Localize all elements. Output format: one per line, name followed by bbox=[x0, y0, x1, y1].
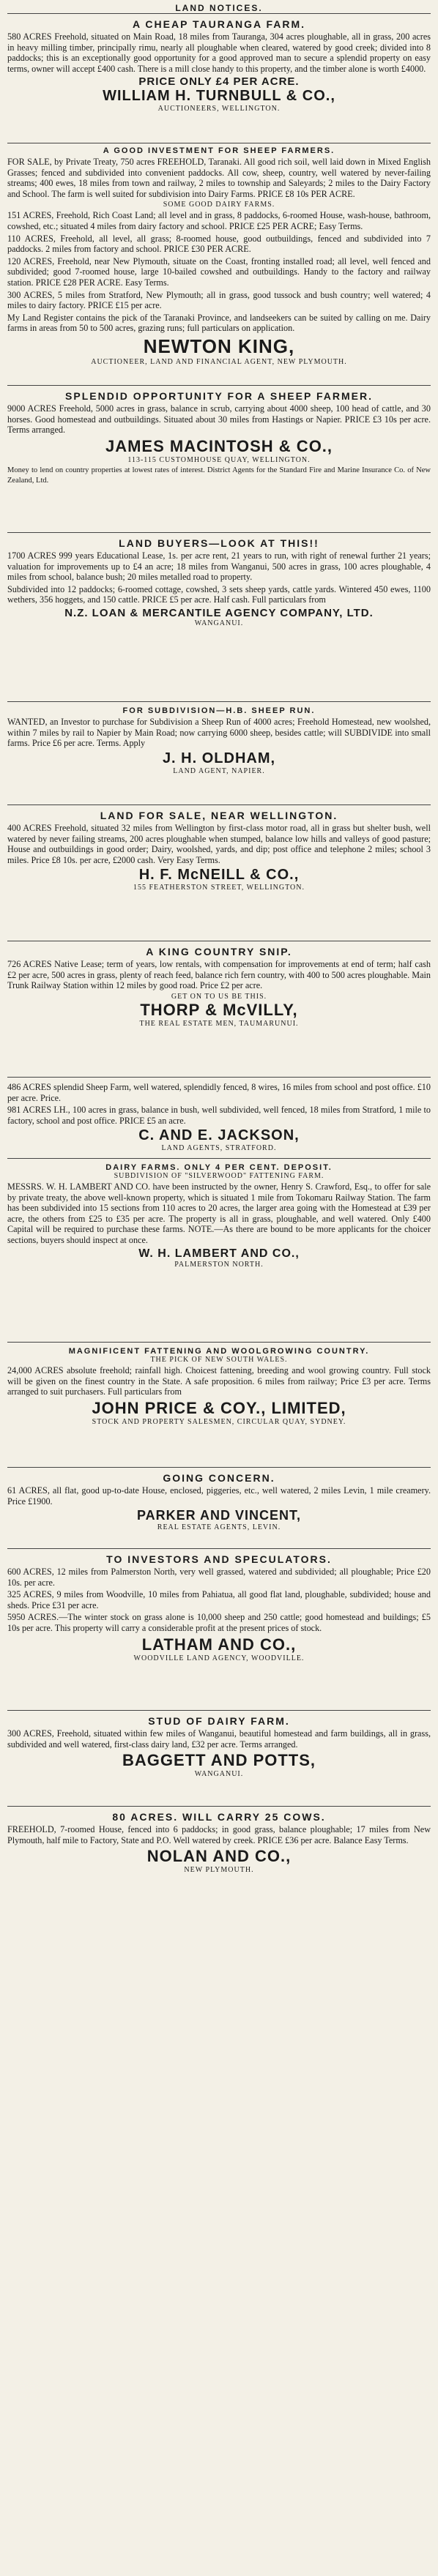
agent-address: 113-115 CUSTOMHOUSE QUAY, WELLINGTON. bbox=[127, 455, 311, 464]
ad-note: My Land Register contains the pick of the Taranaki Province, and landseekers can be suited by calling on me. Dairy farms in areas from 50 to 500 acres, grazing runs; full particulars on application. bbox=[7, 312, 431, 334]
ad-body: 981 ACRES LH., 100 acres in grass, balance in bush, well subdivided, well fenced, 18 miles from Stratford, 1 mile to factory, school and post office. PRICE £5 an acre. bbox=[7, 1105, 431, 1126]
ad-near-wellington bbox=[7, 805, 431, 941]
ad-body: 9000 ACRES Freehold, 5000 acres in grass, balance in scrub, carrying about 4000 sheep, 100 head of cattle, and 30 horses. Good homestead and outbuildings. Situated about 30 miles from Hastings or Napier. PRICE £3 10s per acre. Terms arranged. bbox=[7, 403, 431, 436]
ad-nsw-country bbox=[7, 1343, 431, 1467]
ad-sheep-farmer bbox=[7, 386, 431, 532]
ad-subheading: SUBDIVISION OF "SILVERWOOD" FATTENING FARM. bbox=[114, 1172, 324, 1180]
ad-silverwood bbox=[7, 1159, 431, 1342]
agent-name: WILLIAM H. TURNBULL & CO., bbox=[103, 88, 335, 105]
ad-heading: A GOOD INVESTMENT FOR SHEEP FARMERS. bbox=[103, 146, 335, 155]
agent-name: H. F. McNEILL & CO., bbox=[138, 867, 300, 884]
ad-body: 726 ACRES Native Lease; term of years, low rentals, with compensation for improvements at end of term; half cash £2 per acre, 500 acres in grass, plenty of reach feed, balance rich fern country, with 400 to 500 acres ploughable. Main Trunk Railway Station within 12 miles by good road. Price £2 per acre. bbox=[7, 959, 431, 991]
ad-price: PRICE ONLY £4 PER ACRE. bbox=[138, 75, 300, 89]
ad-sheep-investment bbox=[7, 143, 431, 385]
ad-subheading: GET ON TO US BE THIS. bbox=[171, 992, 267, 1001]
ad-going-concern bbox=[7, 1468, 431, 1548]
agent-name: J. H. OLDHAM, bbox=[162, 750, 276, 766]
ad-body: 325 ACRES, 9 miles from Woodville, 10 miles from Pahiatua, all good flat land, ploughable, subdivided; house and sheds. Price £31 per acre. bbox=[7, 1589, 431, 1610]
agent-name: BAGGETT AND POTTS, bbox=[122, 1751, 316, 1770]
ad-land-buyers bbox=[7, 533, 431, 701]
agent-address: REAL ESTATE AGENTS, LEVIN. bbox=[157, 1523, 281, 1532]
ad-body: 24,000 ACRES absolute freehold; rainfall high. Choicest fattening, breeding and wool growing country. Full stock will be given on the finest country in the State. A safe proposition. 6 miles from railway; Price £3 per acre. Terms arranged to suit purchasers. Full particulars from bbox=[7, 1365, 431, 1397]
agent-name: W. H. LAMBERT AND CO., bbox=[138, 1247, 300, 1260]
ad-king-country bbox=[7, 941, 431, 1077]
agent-address: AUCTIONEERS, WELLINGTON. bbox=[157, 105, 281, 113]
ad-body: WANTED, an Investor to purchase for Subdivision a Sheep Run of 4000 acres; Freehold Homestead, new woolshed, within 7 miles by rail to Napier by Main Road; now carrying 6000 sheep, besides cattle; will SUBDIVIDE into small farms. Price £6 per acre. Terms. Apply bbox=[7, 717, 431, 749]
ad-body: MESSRS. W. H. LAMBERT AND CO. have been instructed by the owner, Henry S. Crawford, Esq., to offer for sale by private treaty, the above well-known property, which is situated 1 mile from Tokomaru Railway Station. The farm has been subdivided into 15 sections from 110 acres to 20 acres, the larger area going with the Homestead at £39 per acre, the others from £25 to £35 per acre. The property is all in grass, ploughable, and well watered. Only £400 Capital will be required to purchase these farms. NOTE.—As there are bound to be more applicants for the choicer sections, buyers should inspect at once. bbox=[7, 1181, 431, 1245]
ad-note: Money to lend on country properties at lowest rates of interest. District Agents for the Standard Fire and Marine Insurance Co. of New Zealand, Ltd. bbox=[7, 466, 431, 485]
ad-body: FREEHOLD, 7-roomed House, fenced into 6 paddocks; in good grass, balance ploughable; 17 miles from New Plymouth, half mile to Factory, State and P.O. Well watered by creek. PRICE £36 per acre. Balance Easy Terms. bbox=[7, 1824, 431, 1845]
agent-address: STOCK AND PROPERTY SALESMEN, CIRCULAR QUAY, SYDNEY. bbox=[92, 1417, 346, 1426]
agent-name: THORP & McVILLY, bbox=[140, 1000, 298, 1019]
ad-body: Subdivided into 12 paddocks; 6-roomed cottage, cowshed, 3 sets sheep yards, cattle yards. Wintered 450 ewes, 1100 wethers, 356 hoggets, and 150 cattle. PRICE £5 per acre. Half cash. Full particulars from bbox=[7, 583, 431, 605]
agent-name: JOHN PRICE & COY., LIMITED, bbox=[92, 1398, 346, 1417]
agent-name: NOLAN AND CO., bbox=[146, 1847, 292, 1866]
ad-heading: TO INVESTORS AND SPECULATORS. bbox=[106, 1553, 332, 1565]
agent-address: LAND AGENT, NAPIER. bbox=[173, 766, 265, 775]
agent-address: WANGANUI. bbox=[194, 1770, 244, 1779]
ad-hb-sheep-run bbox=[7, 702, 431, 804]
ad-body: 120 ACRES, Freehold, near New Plymouth, situate on the Coast, fronting installed road; all level, well fenced and subdivided; good 7-roomed house, large 10-bailed cowshed and outbuildings. Handy to the factory and railway station. PRICE £28 PER ACRE. Easy Terms. bbox=[7, 255, 431, 288]
ad-body: 400 ACRES Freehold, situated 32 miles from Wellington by first-class motor road, all in grass but shelter bush, well watered by never failing streams, 200 acres ploughable when stumped, balance low hills and valleys of good pasture; House and outbuildings in good order; Dairy, woolshed, yards, and dip; post office and telephone 2 miles; school 3 miles. Price £8 10s. per acre, £2000 cash. Very Easy Terms. bbox=[7, 823, 431, 865]
agent-address: LAND AGENTS, STRATFORD. bbox=[161, 1144, 277, 1153]
agent-address: NEW PLYMOUTH. bbox=[184, 1866, 254, 1875]
agent-address: WANGANUI. bbox=[194, 619, 244, 627]
ad-heading: 80 ACRES. WILL CARRY 25 COWS. bbox=[112, 1811, 326, 1823]
divider bbox=[7, 13, 431, 14]
ad-stratford bbox=[7, 1078, 431, 1158]
column-header: LAND NOTICES. bbox=[175, 3, 263, 13]
ad-body: 61 ACRES, all flat, good up-to-date House, enclosed, piggeries, etc., well watered, 2 miles Levin, 1 mile creamery. Price £1900. bbox=[7, 1485, 431, 1507]
ad-tauranga-farm bbox=[7, 18, 431, 143]
ad-body: 300 ACRES, Freehold, situated within few miles of Wanganui, beautiful homestead and farm buildings, all in grass, subdivided and well watered, first-class dairy land, £32 per acre. Terms arranged. bbox=[7, 1728, 431, 1750]
ad-heading: A KING COUNTRY SNIP. bbox=[146, 946, 292, 957]
agent-name: PARKER AND VINCENT, bbox=[136, 1508, 301, 1523]
ad-heading: LAND FOR SALE, NEAR WELLINGTON. bbox=[100, 810, 338, 821]
ad-body: 151 ACRES, Freehold, Rich Coast Land; all level and in grass, 8 paddocks, 6-roomed House, wash-house, bathroom, cowshed, etc.; situated 4 miles from dairy factory and school. PRICE £25 PER ACRE; Easy Terms. bbox=[7, 210, 431, 231]
ad-body: 486 ACRES splendid Sheep Farm, well watered, splendidly fenced, 8 wires, 16 miles from school and post office. £10 per acre. Price. bbox=[7, 1082, 431, 1103]
ad-body: 110 ACRES, Freehold, all level, all grass; 8-roomed house, good outbuildings, fenced and subdivided into 7 paddocks. 2 miles from factory and school. PRICE £30 PER ACRE. bbox=[7, 233, 431, 255]
agent-name: N.Z. LOAN & MERCANTILE AGENCY COMPANY, LTD. bbox=[64, 606, 374, 619]
agent-name: C. AND E. JACKSON, bbox=[138, 1127, 300, 1144]
ad-stud-dairy bbox=[7, 1711, 431, 1806]
ad-heading: FOR SUBDIVISION—H.B. SHEEP RUN. bbox=[122, 706, 316, 715]
agent-name: LATHAM AND CO., bbox=[141, 1635, 297, 1654]
ad-heading: A CHEAP TAURANGA FARM. bbox=[132, 18, 306, 30]
ad-subheading: THE PICK OF NEW SOUTH WALES. bbox=[150, 1356, 288, 1364]
agent-address: THE REAL ESTATE MEN, TAUMARUNUI. bbox=[139, 1019, 299, 1028]
ad-body: 580 ACRES Freehold, situated on Main Road, 18 miles from Tauranga, 304 acres ploughable, all in grass, 200 acres in heavy milling timber, principally rimu, nearly all ploughable when cleared, watered by good creek; divided into 8 paddocks; this is an exceptionally good opportunity for a good approved man to secure a splendid property on easy terms, owner will accept £400 cash. There is a mill close handy to this property, and the timber alone is worth £4000. bbox=[7, 31, 431, 74]
agent-name: NEWTON KING, bbox=[143, 335, 295, 357]
ad-heading: STUD OF DAIRY FARM. bbox=[148, 1715, 290, 1727]
ad-body: 600 ACRES, 12 miles from Palmerston North, very well grassed, watered and subdivided; all ploughable; Price £20 10s. per acre. bbox=[7, 1567, 431, 1588]
ad-80-acres bbox=[7, 1807, 431, 1898]
agent-address: 155 FEATHERSTON STREET, WELLINGTON. bbox=[133, 884, 305, 892]
ad-heading: LAND BUYERS—LOOK AT THIS!! bbox=[119, 537, 319, 549]
ad-body: 1700 ACRES 999 years Educational Lease, 1s. per acre rent, 21 years to run, with right of renewal further 21 years; valuation for improvements up to £4 an acre; 18 miles from Wanganui, 500 acres in grass, 100 acres ploughable, 4 miles from school, balance bush; 20 miles metalled road to property. bbox=[7, 550, 431, 583]
ad-heading: SPLENDID OPPORTUNITY FOR A SHEEP FARMER. bbox=[65, 390, 373, 402]
ad-heading: GOING CONCERN. bbox=[163, 1472, 275, 1484]
agent-name: JAMES MACINTOSH & CO., bbox=[105, 436, 333, 455]
ad-subheading: SOME GOOD DAIRY FARMS. bbox=[163, 201, 275, 209]
ad-body: 300 ACRES, 5 miles from Stratford, New Plymouth; all in grass, good tussock and bush country; well watered; 4 miles to dairy factory. PRICE £15 per acre. bbox=[7, 289, 431, 311]
agent-address: PALMERSTON NORTH. bbox=[174, 1260, 264, 1269]
ad-heading: MAGNIFICENT FATTENING AND WOOLGROWING COUNTRY. bbox=[68, 1347, 370, 1356]
ad-body: FOR SALE, by Private Treaty, 750 acres FREEHOLD, Taranaki. All good rich soil, well laid down in Mixed English Grasses; fenced and subdivided into convenient paddocks. All cow, sheep, country, well watered by never-failing streams; 400 ewes, 18 miles from town and railway, 2 miles to township and Saleyards; 2 miles to the Dairy Factory and School. The farm is well suited for subdivision into Dairy Farms. PRICE £8 10s PER ACRE. bbox=[7, 157, 431, 199]
ad-heading: DAIRY FARMS. ONLY 4 PER CENT. DEPOSIT. bbox=[105, 1163, 333, 1172]
agent-address: AUCTIONEER, LAND AND FINANCIAL AGENT, NEW PLYMOUTH. bbox=[91, 357, 347, 366]
ad-investors bbox=[7, 1549, 431, 1710]
agent-address: WOODVILLE LAND AGENCY, WOODVILLE. bbox=[133, 1654, 305, 1662]
ad-body: 5950 ACRES.—The winter stock on grass alone is 10,000 sheep and 250 cattle; good homestead and buildings; £5 10s per acre. This property will carry a considerable profit at the present prices of stock. bbox=[7, 1612, 431, 1633]
